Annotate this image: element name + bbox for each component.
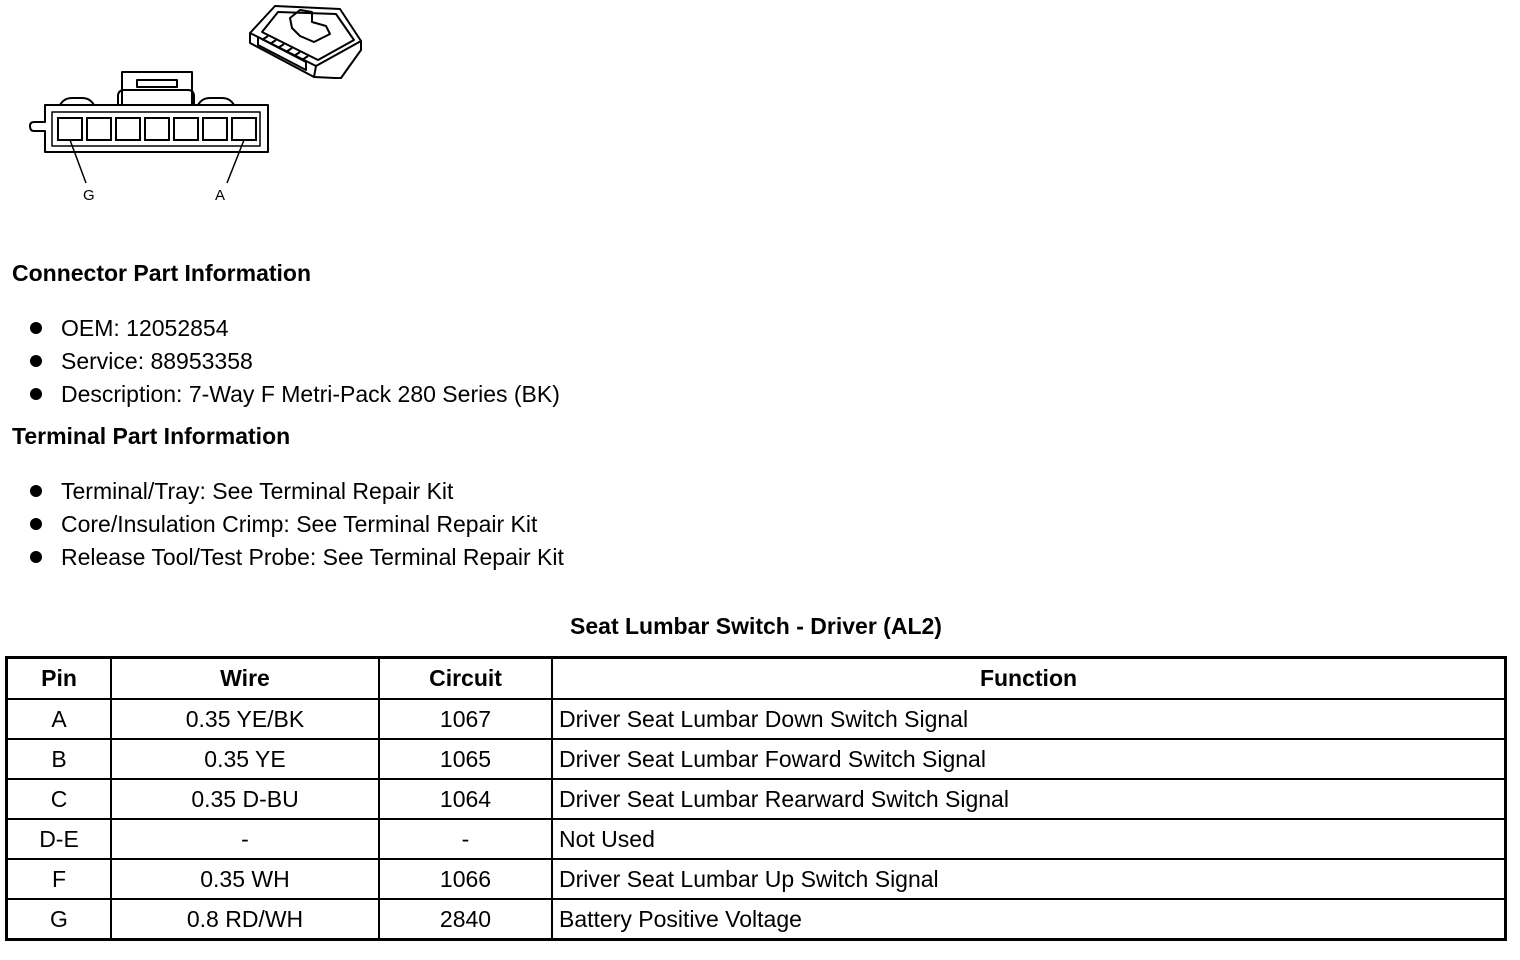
cell-pin: B (7, 739, 112, 779)
cell-wire: 0.35 YE (111, 739, 379, 779)
cell-circuit: 1064 (379, 779, 552, 819)
cell-function: Battery Positive Voltage (552, 899, 1506, 940)
list-item (30, 314, 560, 347)
cell-pin: F (7, 859, 112, 899)
cell-circuit: 2840 (379, 899, 552, 940)
cell-function: Driver Seat Lumbar Rearward Switch Signal (552, 779, 1506, 819)
pin-cavity-g (58, 118, 82, 140)
cell-pin: C (7, 779, 112, 819)
list-item-text: Release Tool/Test Probe: See Terminal Repair Kit (61, 544, 564, 570)
connector-isometric-icon (250, 6, 361, 78)
cell-circuit: 1067 (379, 699, 552, 739)
list-item (30, 380, 560, 413)
cell-circuit: - (379, 819, 552, 859)
cell-wire: 0.35 YE/BK (111, 699, 379, 739)
bullet-icon (30, 355, 42, 367)
table-row (7, 899, 1506, 940)
column-header-pin: Pin (7, 658, 112, 700)
list-item (30, 510, 564, 543)
pin-cavity-d (145, 118, 169, 140)
pin-cavity-e (116, 118, 140, 140)
pin-label-g: G (83, 187, 95, 204)
terminal-info-list (30, 477, 564, 576)
table-row (7, 739, 1506, 779)
pin-cavity-b (203, 118, 227, 140)
bullet-icon (30, 388, 42, 400)
bullet-icon (30, 322, 42, 334)
pin-cavity-f (87, 118, 111, 140)
bullet-icon (30, 518, 42, 530)
bullet-icon (30, 485, 42, 497)
cell-pin: D-E (7, 819, 112, 859)
connector-diagram (0, 0, 400, 220)
connector-info-list (30, 314, 560, 413)
column-header-function: Function (552, 658, 1506, 700)
cell-function: Driver Seat Lumbar Down Switch Signal (552, 699, 1506, 739)
list-item-text: Service: 88953358 (61, 348, 253, 374)
terminal-info-heading: Terminal Part Information (12, 423, 291, 449)
pin-cavity-a (232, 118, 256, 140)
connector-info-heading: Connector Part Information (12, 260, 312, 286)
pin-label-a: A (215, 187, 226, 204)
pin-cavity-c (174, 118, 198, 140)
cell-function: Driver Seat Lumbar Foward Switch Signal (552, 739, 1506, 779)
list-item-text: Terminal/Tray: See Terminal Repair Kit (61, 478, 454, 504)
cell-wire: 0.35 WH (111, 859, 379, 899)
table-row (7, 819, 1506, 859)
list-item (30, 477, 564, 510)
cell-pin: G (7, 899, 112, 940)
table-header-row (7, 658, 1506, 700)
table-row (7, 779, 1506, 819)
table-row (7, 859, 1506, 899)
cell-function: Driver Seat Lumbar Up Switch Signal (552, 859, 1506, 899)
column-header-wire: Wire (111, 658, 379, 700)
cell-circuit: 1065 (379, 739, 552, 779)
column-header-circuit: Circuit (379, 658, 552, 700)
list-item (30, 347, 560, 380)
cell-wire: 0.35 D-BU (111, 779, 379, 819)
cell-wire: - (111, 819, 379, 859)
table-title: Seat Lumbar Switch - Driver (AL2) (570, 613, 942, 639)
table-row (7, 699, 1506, 739)
cell-circuit: 1066 (379, 859, 552, 899)
list-item-text: Core/Insulation Crimp: See Terminal Repair Kit (61, 511, 538, 537)
list-item-text: Description: 7-Way F Metri-Pack 280 Series (BK) (61, 381, 560, 407)
cell-pin: A (7, 699, 112, 739)
list-item-text: OEM: 12052854 (61, 315, 229, 341)
list-item (30, 543, 564, 576)
cell-wire: 0.8 RD/WH (111, 899, 379, 940)
cell-function: Not Used (552, 819, 1506, 859)
pinout-table (5, 656, 1507, 941)
bullet-icon (30, 551, 42, 563)
